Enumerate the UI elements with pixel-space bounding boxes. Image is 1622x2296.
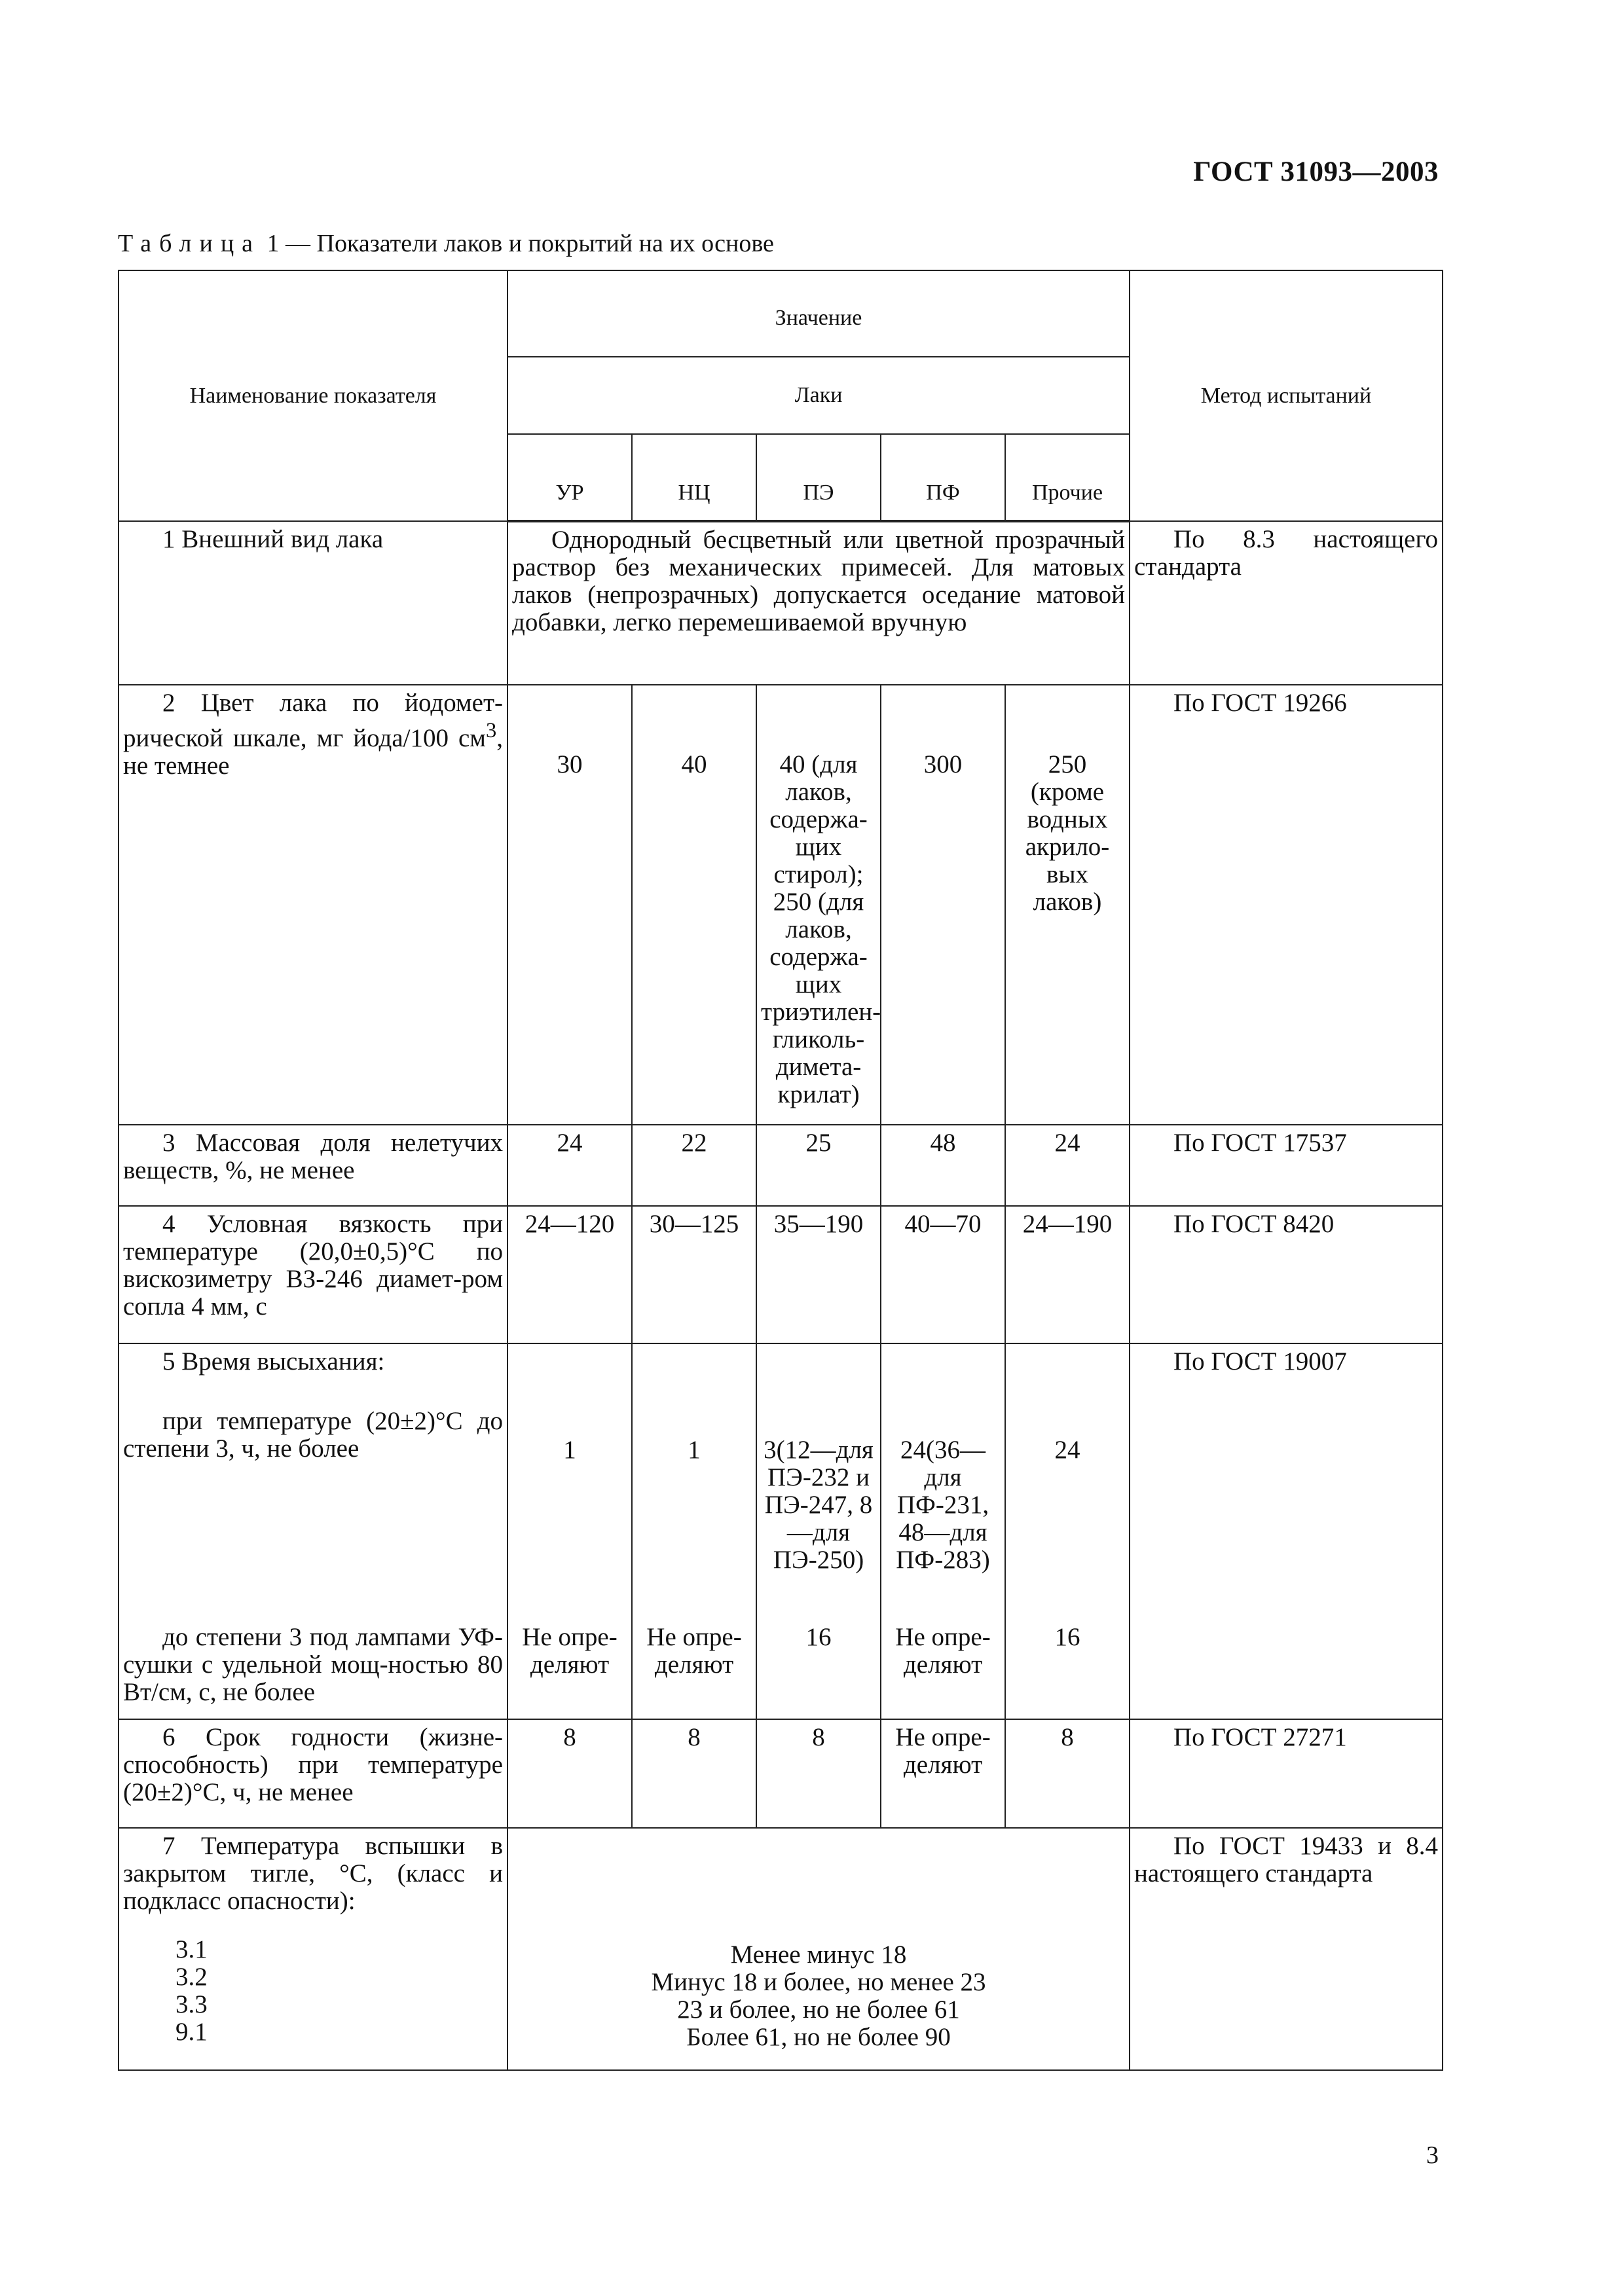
- col-header-value: Значение: [507, 270, 1130, 357]
- row3-pe: 25: [756, 1125, 881, 1206]
- row7-class: 3.1: [175, 1935, 208, 1963]
- row3-pf: 48: [881, 1125, 1005, 1206]
- row6-other: 8: [1005, 1719, 1130, 1828]
- row5-blank: [632, 1343, 756, 1404]
- row5-sub1-ur: 1: [507, 1404, 632, 1620]
- row6-ur: 8: [507, 1719, 632, 1828]
- table-row: [119, 685, 1443, 1125]
- page-number: 3: [1426, 2141, 1439, 2169]
- row6-pe: 8: [756, 1719, 881, 1828]
- table-row: [119, 1343, 1443, 1404]
- row5-sub1-pf: 24(36—для ПФ-231, 48—для ПФ-283): [881, 1404, 1005, 1620]
- table-caption-text: 1 — Показатели лаков и покрытий на их основе: [261, 230, 774, 257]
- col-header-pf: ПФ: [881, 434, 1005, 521]
- row7-name-text: 7 Температура вспышки в закрытом тигле, °С, (класс и подкласс опасности):: [123, 1832, 503, 1915]
- col-header-ur: УР: [507, 434, 632, 521]
- indicators-table: [118, 270, 1443, 2071]
- row3-other: 24: [1005, 1125, 1130, 1206]
- row5-sub2-pf: Не опре-деляют: [881, 1620, 1005, 1719]
- row5-blank: [1005, 1343, 1130, 1404]
- row5-sub1-name: при температуре (20±2)°С до степени 3, ч, не более: [119, 1404, 507, 1620]
- col-header-other: Прочие: [1005, 434, 1130, 521]
- row2-nc: 40: [632, 685, 756, 1125]
- row4-ur: 24—120: [507, 1206, 632, 1343]
- row5-sub2-ur: Не опре-деляют: [507, 1620, 632, 1719]
- row3-ur: 24: [507, 1125, 632, 1206]
- row6-pf: Не опре-деляют: [881, 1719, 1005, 1828]
- row5-sub1-nc: 1: [632, 1404, 756, 1620]
- row3-nc: 22: [632, 1125, 756, 1206]
- row7-class: 3.2: [175, 1963, 208, 1991]
- row2-method: По ГОСТ 19266: [1130, 685, 1443, 1125]
- col-header-nc: НЦ: [632, 434, 756, 521]
- row5-sub1-pe: 3(12—для ПЭ-232 и ПЭ-247, 8—для ПЭ-250): [756, 1404, 881, 1620]
- row7-value: Минус 18 и более, но менее 23: [651, 1968, 986, 1996]
- row3-name: 3 Массовая доля нелетучих веществ, %, не менее: [119, 1125, 507, 1206]
- row5-method: По ГОСТ 19007: [1130, 1343, 1443, 1719]
- row5-sub2-pe: 16: [756, 1620, 881, 1719]
- table-row: [119, 521, 1443, 685]
- row4-nc: 30—125: [632, 1206, 756, 1343]
- row7-value: Более 61, но не более 90: [686, 2023, 951, 2051]
- row7-values: [507, 1828, 1130, 2070]
- row4-pe: 35—190: [756, 1206, 881, 1343]
- row7-class: 9.1: [175, 2018, 208, 2046]
- row5-sub2-other: 16: [1005, 1620, 1130, 1719]
- row4-other: 24—190: [1005, 1206, 1130, 1343]
- row7-value: 23 и более, но не более 61: [677, 1995, 960, 2024]
- row3-method: По ГОСТ 17537: [1130, 1125, 1443, 1206]
- row2-pf: 300: [881, 685, 1005, 1125]
- row7-name: [119, 1828, 507, 2070]
- row4-method: По ГОСТ 8420: [1130, 1206, 1443, 1343]
- row4-name: 4 Условная вязкость при температуре (20,0±0,5)°С по вискозиметру ВЗ-246 диамет-ром сопла 4 мм, с: [119, 1206, 507, 1343]
- table-row: [119, 1125, 1443, 1206]
- row2-name-b: , не темнее: [123, 724, 503, 780]
- row5-sub2-nc: Не опре-деляют: [632, 1620, 756, 1719]
- table-caption: [118, 229, 774, 258]
- row6-method: По ГОСТ 27271: [1130, 1719, 1443, 1828]
- row2-pe: 40 (для лаков, содержа-щих стирол); 250 (для лаков, содержа-щих триэтилен-гликоль-димета-крилат): [756, 685, 881, 1125]
- row5-sub1-other: 24: [1005, 1404, 1130, 1620]
- row5-blank: [881, 1343, 1005, 1404]
- row2-name: [119, 685, 507, 1125]
- table-caption-prefix: Таблица: [118, 230, 261, 257]
- row5-sub2-name: до степени 3 под лампами УФ-сушки с удельной мощ-ностью 80 Вт/см, с, не более: [119, 1620, 507, 1719]
- row6-name: 6 Срок годности (жизне-способность) при температуре (20±2)°С, ч, не менее: [119, 1719, 507, 1828]
- row1-value: Однородный бесцветный или цветной прозрачный раствор без механических примесей. Для матовых лаков (непрозрачных) допускается оседание матовой добавки, легко перемешиваемой вручную: [507, 521, 1130, 685]
- col-header-lacquers: Лаки: [507, 357, 1130, 434]
- table-row: [119, 1206, 1443, 1343]
- row7-class: 3.3: [175, 1990, 208, 2018]
- document-code: ГОСТ 31093—2003: [1193, 156, 1439, 187]
- col-header-method: Метод испытаний: [1130, 270, 1443, 521]
- col-header-name: Наименование показателя: [119, 270, 507, 521]
- row5-name: 5 Время высыхания:: [119, 1343, 507, 1404]
- row2-name-a: 2 Цвет лака по йодомет-рической шкале, мг йода/100 см: [123, 689, 503, 752]
- row2-name-sup: 3: [486, 719, 497, 742]
- row2-other: 250 (кроме водных акрило-вых лаков): [1005, 685, 1130, 1125]
- row1-method: По 8.3 настоящего стандарта: [1130, 521, 1443, 685]
- row7-value: Менее минус 18: [730, 1941, 907, 1969]
- row2-ur: 30: [507, 685, 632, 1125]
- row6-nc: 8: [632, 1719, 756, 1828]
- row5-blank: [507, 1343, 632, 1404]
- row4-pf: 40—70: [881, 1206, 1005, 1343]
- col-header-pe: ПЭ: [756, 434, 881, 521]
- row5-blank: [756, 1343, 881, 1404]
- table-row: [119, 1719, 1443, 1828]
- table-row: [119, 1828, 1443, 2070]
- row1-name: 1 Внешний вид лака: [119, 521, 507, 685]
- row7-method: По ГОСТ 19433 и 8.4 настоящего стандарта: [1130, 1828, 1443, 2070]
